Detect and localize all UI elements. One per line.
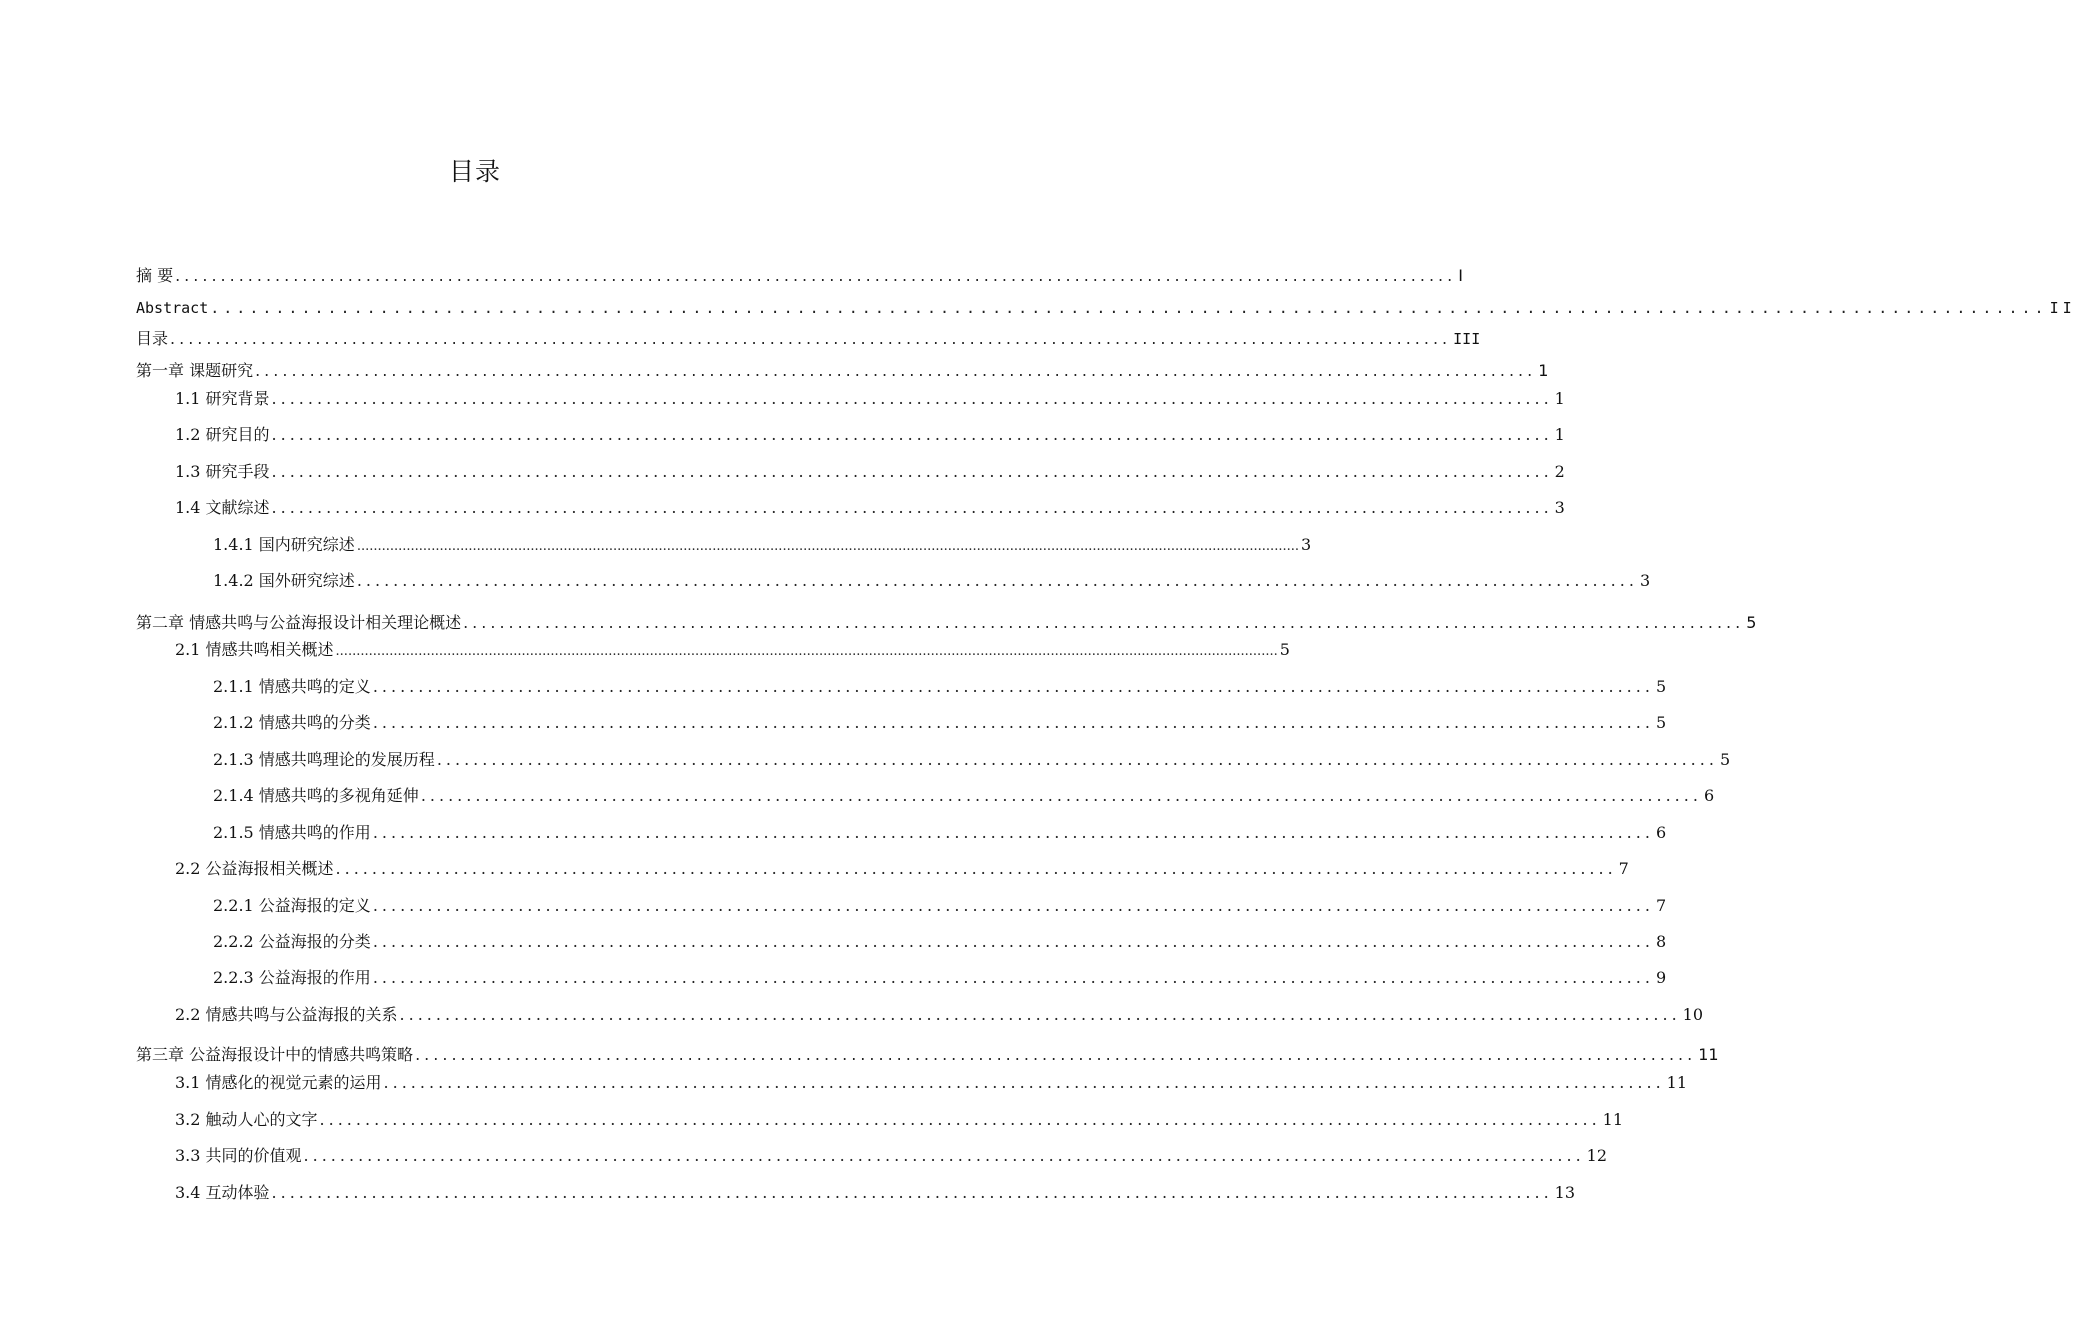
toc-entry-page: 5 [1746,613,1757,632]
toc-entry[interactable] [175,1183,1576,1203]
toc-entry[interactable] [136,298,2076,318]
toc-entry-page: 7 [1618,859,1629,878]
toc-entry[interactable] [136,613,1757,633]
toc-entry-page: 3 [1639,571,1651,590]
toc-leader: ............................................................................................................................................. [415,1045,1697,1064]
toc-entry-label: 摘 要 [136,266,174,285]
toc-leader: ............................................................................................................................................. [356,571,1638,590]
toc-entry[interactable] [136,266,1463,286]
toc-entry[interactable] [175,1110,1624,1130]
toc-entry[interactable] [213,896,1667,916]
toc-leader: ............................................................................................................................................. [335,859,1617,878]
toc-entry[interactable] [175,640,1290,662]
toc-leader: ............................................................................................................................................. [175,266,1457,285]
toc-leader: ............................................................................................................................................. [319,1110,1601,1129]
toc-leader: ............................................................................................................................................. [271,462,1553,481]
toc-entry-page: 5 [1279,640,1290,659]
toc-entry-label: 1.4 文献综述 [175,498,270,517]
toc-entry[interactable] [213,823,1667,843]
toc-entry-label: 2.1 情感共鸣相关概述 [175,640,334,659]
toc-entry-page: 11 [1666,1073,1688,1092]
toc-entry-label: 3.3 共同的价值观 [175,1146,302,1165]
toc-entry-label: 2.2.1 公益海报的定义 [213,896,371,915]
toc-entry-label: 2.1.4 情感共鸣的多视角延伸 [213,786,419,805]
toc-entry-label: 2.2 情感共鸣与公益海报的关系 [175,1005,398,1024]
toc-leader: ............................................................................................................................................. [271,389,1553,408]
toc-entry[interactable] [136,1045,1719,1065]
toc-entry-page: I [1458,266,1463,285]
toc-leader: ............................................................................................................................................. [436,750,1718,769]
toc-leader: ............................................................................................................................................. [271,1183,1553,1202]
toc-leader: ............................................................................................................................................. [271,498,1553,517]
toc-leader: ............................................................................................................................................. [255,361,1537,380]
toc-entry-label: 3.4 互动体验 [175,1183,270,1202]
toc-entry[interactable] [175,462,1565,482]
toc-entry-page: 1 [1554,425,1565,444]
toc-entry[interactable] [213,932,1667,952]
toc-entry[interactable] [175,1146,1608,1166]
toc-entry-page: 1 [1554,389,1565,408]
toc-entry-label: 1.1 研究背景 [175,389,270,408]
toc-entry-label: 2.1.2 情感共鸣的分类 [213,713,371,732]
toc-leader: ............................................................................................................................................. [372,677,1654,696]
toc-entry-page: 11 [1698,1045,1719,1064]
toc-leader: ............................................................................................................................................. [372,896,1654,915]
toc-entry-label: 2.2 公益海报相关概述 [175,859,334,878]
toc-leader: ............................................................................................................................................. [170,329,1452,348]
toc-entry-label: 1.3 研究手段 [175,462,270,481]
toc-entry-page: II [2049,299,2076,317]
toc-leader: ............................................................................................................................................. [372,823,1654,842]
toc-leader: ............................................................................................................................................. [399,1005,1681,1024]
toc-leader: ............................................................................................................................................. [372,932,1654,951]
toc-entry-page: 12 [1586,1146,1608,1165]
toc-entry[interactable] [175,859,1629,879]
toc-entry-page: 3 [1554,498,1565,517]
toc-entry-page: 8 [1655,932,1667,951]
toc-entry-label: 目录 [136,329,169,348]
toc-entry[interactable] [175,1073,1688,1093]
toc-entry-page: 5 [1655,677,1667,696]
toc-entry-page: 2 [1554,462,1565,481]
toc-entry-label: 2.2.3 公益海报的作用 [213,968,371,987]
toc-entry-page: 11 [1602,1110,1624,1129]
toc-entry-page: 5 [1655,713,1667,732]
toc-entry-label: 2.1.5 情感共鸣的作用 [213,823,371,842]
toc-entry-label: 1.4.2 国外研究综述 [213,571,355,590]
toc-entry-page: 3 [1300,535,1312,554]
toc-entry[interactable] [213,677,1667,697]
toc-entry[interactable] [213,750,1731,770]
toc-entry[interactable] [213,571,1651,591]
toc-entry-label: 2.1.3 情感共鸣理论的发展历程 [213,750,435,769]
toc-entry[interactable] [136,361,1549,381]
toc-entry-label: 1.4.1 国内研究综述 [213,535,355,554]
toc-entry-label: 第三章 公益海报设计中的情感共鸣策略 [136,1045,414,1064]
toc-entry-page: 1 [1538,361,1549,380]
toc-entry-page: 7 [1655,896,1667,915]
toc-entry-label: 2.1.1 情感共鸣的定义 [213,677,371,696]
toc-leader: .................................................................................................................................................................................................................................... [335,644,1278,659]
toc-leader: .................................................................................................................................................................................................................................... [356,539,1299,554]
toc-entry[interactable] [213,535,1312,557]
toc-entry-label: 第一章 课题研究 [136,361,254,380]
toc-entry-page: III [1453,330,1481,348]
toc-entry[interactable] [175,389,1565,409]
toc-leader: ............................................................................................................................................. [420,786,1702,805]
toc-entry-page: 6 [1655,823,1667,842]
toc-entry[interactable] [136,329,1481,349]
toc-leader: ............................................................................................................................................. [372,713,1654,732]
toc-entry-label: 第二章 情感共鸣与公益海报设计相关理论概述 [136,613,462,632]
toc-entry-label: 2.2.2 公益海报的分类 [213,932,371,951]
toc-entry-page: 5 [1719,750,1731,769]
toc-entry[interactable] [213,968,1667,988]
toc-leader: ............................................................................................................................................. [210,299,2048,317]
toc-entry[interactable] [213,786,1715,806]
toc-entry-page: 6 [1703,786,1715,805]
toc-entry-page: 13 [1554,1183,1576,1202]
toc-leader: ............................................................................................................................................. [383,1073,1665,1092]
toc-entry[interactable] [175,498,1565,518]
toc-entry-label: 1.2 研究目的 [175,425,270,444]
toc-entry-page: 9 [1655,968,1667,987]
toc-entry[interactable] [175,1005,1704,1025]
toc-entry[interactable] [213,713,1667,733]
toc-entry-page: 10 [1682,1005,1704,1024]
toc-entry[interactable] [175,425,1565,445]
toc-entry-label: Abstract [136,299,209,317]
toc-title: 目录 [448,157,501,186]
toc-leader: ............................................................................................................................................. [303,1146,1585,1165]
toc-entry-label: 3.1 情感化的视觉元素的运用 [175,1073,382,1092]
toc-entry-label: 3.2 触动人心的文字 [175,1110,318,1129]
toc-leader: ............................................................................................................................................. [463,613,1745,632]
toc-leader: ............................................................................................................................................. [372,968,1654,987]
toc-leader: ............................................................................................................................................. [271,425,1553,444]
